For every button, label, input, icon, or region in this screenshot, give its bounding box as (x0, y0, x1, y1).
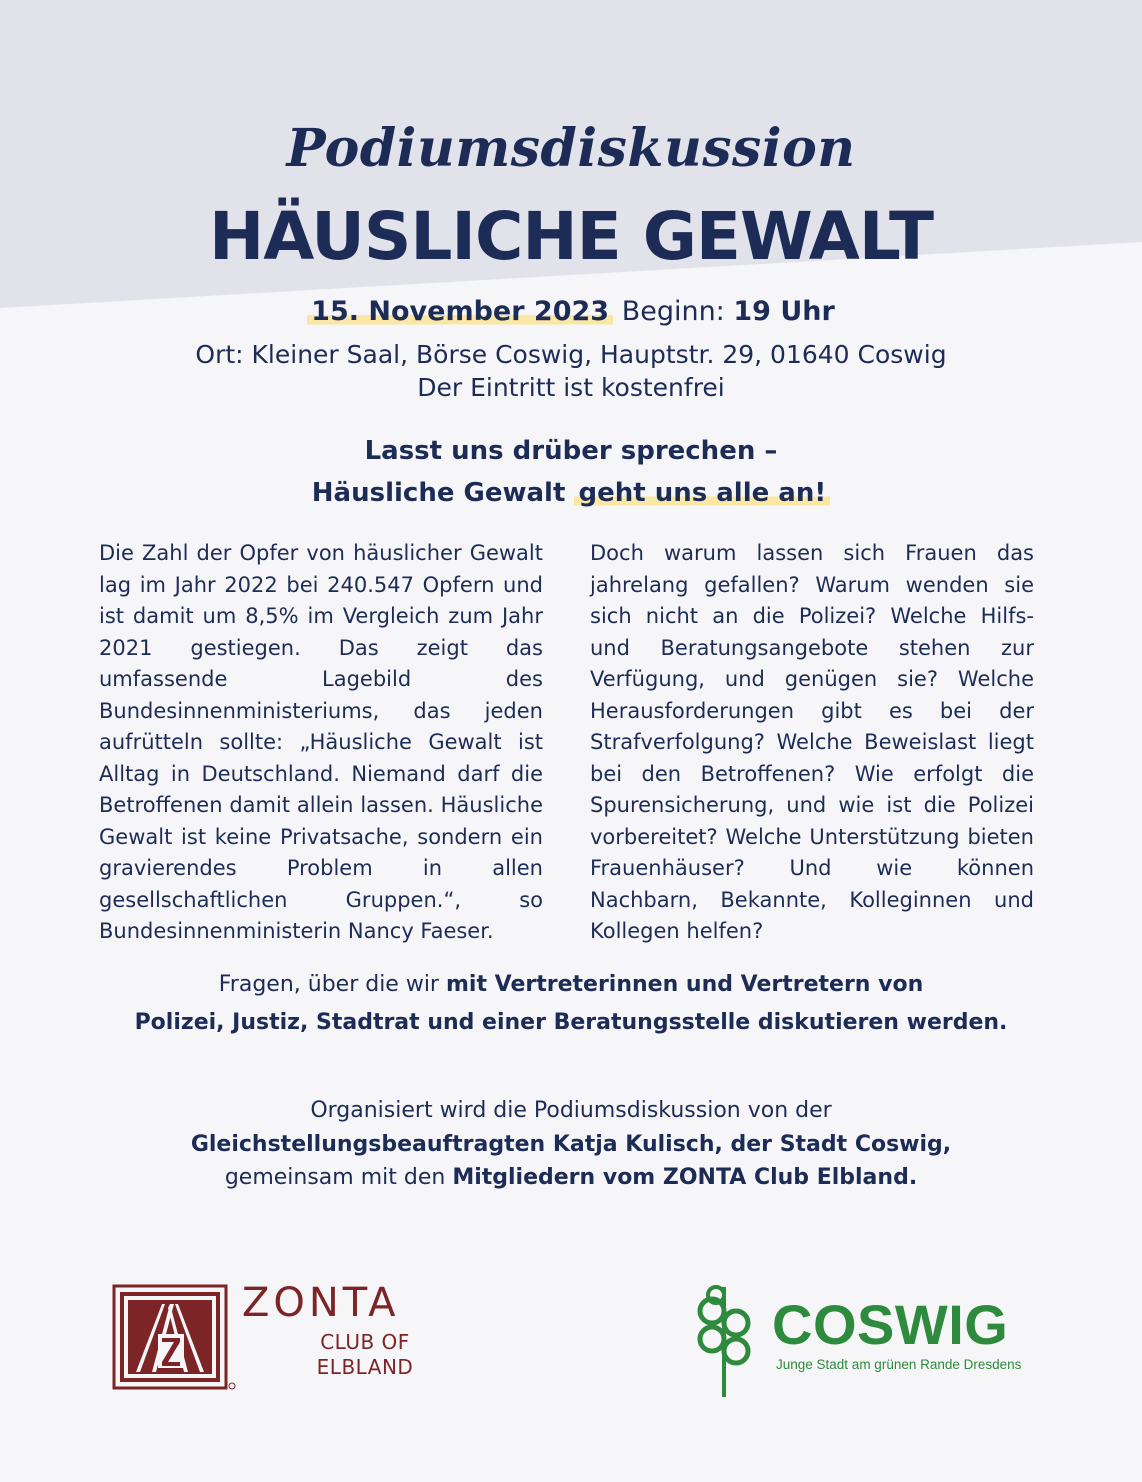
script-title: Podiumsdiskussion (286, 118, 856, 179)
body-right-column: Doch warum lassen sich Frauen das jahrelang gefallen? Warum wenden sie sich nicht an die Polizei? Welche Hilfs- und Beratungsangebote stehen zur Verfügung, und genügen sie? Welche Herausforderungen gibt es bei der Strafverfolgung? Welche Beweislast liegt bei den Betroffenen? Wie erfolgt die Spurensicherung, und wie ist die Polizei vorbereitet? Welche Unterstützung bieten Frauenhäuser? Und wie können Nachbarn, Bekannte, Kolleginnen und Kollegen helfen? (590, 541, 1034, 943)
organizer-bold: Mitgliedern vom ZONTA Club Elbland. (452, 1165, 918, 1190)
fee-line: Der Eintritt ist kostenfrei (417, 373, 725, 402)
questions-line-1 (0, 972, 1142, 997)
questions-plain: Fragen, über die wir (218, 972, 446, 997)
organizer-line-3 (0, 1165, 1142, 1190)
organizer-line-2: Gleichstellungsbeauftragten Katja Kulisch, der Stadt Coswig, (190, 1132, 952, 1157)
coswig-tagline: Junge Stadt am grünen Rande Dresdens (776, 1357, 1022, 1372)
subtitle-plain: Häusliche Gewalt (311, 478, 575, 508)
coswig-name: COSWIG (772, 1293, 1009, 1356)
event-date: 15. November 2023 (307, 296, 613, 327)
zonta-sub-1: CLUB OF (320, 1330, 410, 1354)
organizer-plain: gemeinsam mit den (224, 1165, 453, 1190)
begin-label: Beginn: (621, 296, 725, 327)
main-title: HÄUSLICHE GEWALT (208, 198, 934, 275)
coswig-emblem-icon (694, 1283, 754, 1399)
date-line (0, 296, 1142, 327)
questions-line-2: Polizei, Justiz, Stadtrat und einer Beratungsstelle diskutieren werden. (134, 1010, 1008, 1035)
begin-time: 19 Uhr (733, 296, 835, 327)
venue-line: Ort: Kleiner Saal, Börse Coswig, Hauptstr. 29, 01640 Coswig (195, 340, 947, 369)
zonta-name: ZONTA (242, 1280, 400, 1326)
subtitle-highlight: geht uns alle an! (574, 478, 830, 508)
subtitle-line-1: Lasst uns drüber sprechen – (364, 436, 778, 466)
organizer-line-1: Organisiert wird die Podiumsdiskussion von der (310, 1098, 832, 1123)
zonta-sub-2: ELBLAND (316, 1355, 414, 1379)
questions-bold-1: mit Vertreterinnen und Vertretern von (445, 972, 924, 997)
zonta-emblem-icon (112, 1284, 236, 1390)
subtitle-line-2 (0, 478, 1142, 508)
body-left-column: Die Zahl der Opfer von häuslicher Gewalt lag im Jahr 2022 bei 240.547 Opfern und ist damit um 8,5% im Vergleich zum Jahr 2021 gestiegen. Das zeigt das umfassende Lagebild des Bundesinnenministeriums, das jeden aufrütteln sollte: „Häusliche Gewalt ist Alltag in Deutschland. Niemand darf die Betroffenen damit allein lassen. Häusliche Gewalt ist keine Privatsache, sondern ein gravierendes Problem in allen gesellschaftlichen Gruppen.“, so Bundesinnenministerin Nancy Faeser. (99, 541, 543, 943)
